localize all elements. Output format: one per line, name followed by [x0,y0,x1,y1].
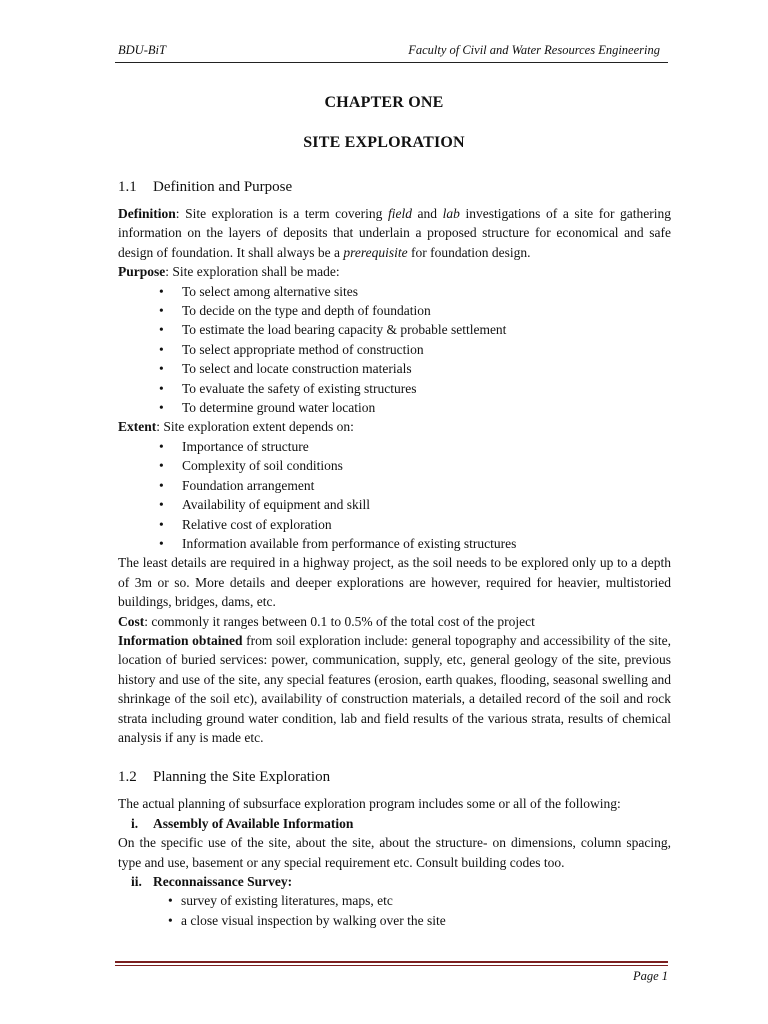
information-paragraph [118,631,671,747]
section-title: Definition and Purpose [153,179,293,195]
list-item: • To select among alternative sites [118,282,671,301]
purpose-text: : Site exploration shall be made: [165,264,340,280]
reconnaissance-list [118,891,671,930]
header-rule [115,62,668,63]
extent-list [118,437,671,553]
list-item: • Availability of equipment and skill [118,495,671,514]
list-item: • Information available from performance of existing structures [118,534,671,553]
section-heading-1-1 [118,175,671,199]
definition-field: field [387,206,412,221]
definition-text-1: : Site exploration is a term covering [175,206,388,221]
assembly-paragraph: On the specific use of the site, about the site, about the structure- on dimensions, column spacing, type and use, basement or any special requirement etc. Consult building codes too. [118,835,671,870]
list-item: • To select appropriate method of construction [118,340,671,359]
subsection-number: i. [131,815,139,831]
section-title: Planning the Site Exploration [153,769,331,786]
least-details-paragraph: The least details are required in a highway project, as the soil needs to be explored only up to a depth of 3m or so. More details and deeper explorations are however, required for heavier, multistoried buildings, bridges, dams, etc. [118,555,671,610]
subsection-heading-i [118,814,671,833]
definition-label: Definition [118,206,176,221]
section-number: 1.1 [118,179,137,195]
list-item: • To evaluate the safety of existing structures [118,379,671,398]
list-item: • a close visual inspection by walking over the site [118,911,671,930]
definition-lab: lab [442,206,460,221]
list-item: • survey of existing literatures, maps, etc [118,891,671,910]
list-item: • Relative cost of exploration [118,515,671,534]
list-item: • To select and locate construction materials [118,359,671,378]
definition-prerequisite: prerequisite [343,244,408,260]
purpose-paragraph [118,262,671,281]
chapter-title: SITE EXPLORATION [303,134,465,151]
page-body [118,175,671,930]
cost-label: Cost [118,613,145,629]
definition-text-3: investigations of a site for gathering information on the layers of deposits that underlain a proposed structure for economical and safe design of foundation. It shall always be a [118,206,672,260]
list-item: • Importance of structure [118,437,671,456]
subsection-number: ii. [131,874,142,889]
definition-paragraph [118,204,671,262]
section-number: 1.2 [118,769,137,786]
cost-paragraph [118,612,671,631]
list-item: • Complexity of soil conditions [118,456,671,475]
list-item: • To determine ground water location [118,398,671,417]
footer-rule-thick [115,961,668,963]
extent-paragraph [118,417,671,436]
list-item: • To estimate the load bearing capacity & probable settlement [118,320,671,339]
subsection-heading-ii [118,872,671,891]
header-right: Faculty of Civil and Water Resources Engineering [408,43,660,57]
information-text: from soil exploration include: general topography and accessibility of the site, location of buried services: power, communication, supply, etc, general geology of the site, previous history and use of the site, any special features (erosion, earth quakes, flooding, seasonal swelling and shrinkage of the soil etc), availability of construction materials, a detailed record of the soil and rock strata including ground water condition, lab and field results of the various strata, results of chemical analysis if any is made etc. [118,632,671,745]
definition-text-2: and [411,206,443,221]
cost-text: : commonly it ranges between 0.1 to 0.5% of the total cost of the project [144,613,535,629]
list-item: • Foundation arrangement [118,476,671,495]
definition-text-4: for foundation design. [407,244,531,260]
information-label: Information obtained [118,632,243,648]
footer-rule-thin [115,965,668,966]
planning-paragraph: The actual planning of subsurface exploration program includes some or all of the following: [118,796,621,812]
header-left: BDU-BiT [118,43,166,57]
running-header [118,43,660,59]
section-heading-1-2 [118,765,671,789]
chapter-heading: CHAPTER ONE [324,94,444,111]
purpose-list [118,282,671,418]
page-number: Page 1 [632,969,668,983]
subsection-title: Assembly of Available Information [153,815,354,831]
purpose-label: Purpose [118,264,166,280]
extent-text: : Site exploration extent depends on: [156,419,354,435]
list-item: • To decide on the type and depth of foundation [118,301,671,320]
subsection-title: Reconnaissance Survey: [153,874,293,889]
extent-label: Extent [118,419,157,435]
